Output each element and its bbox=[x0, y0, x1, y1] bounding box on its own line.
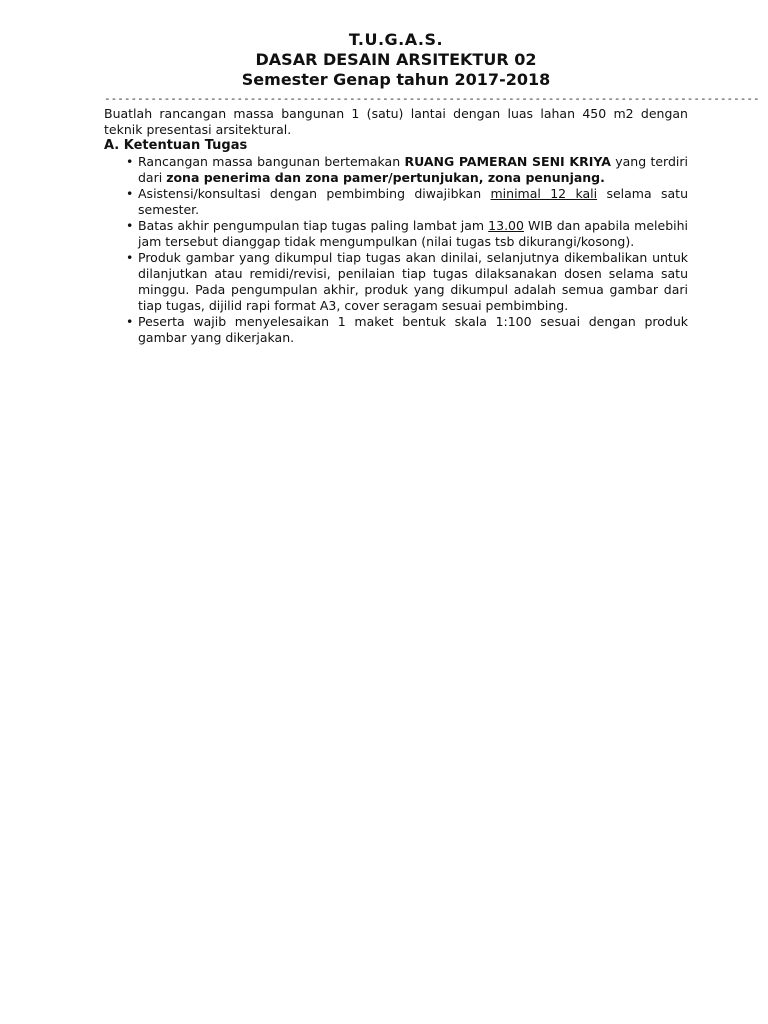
semester-subtitle: Semester Genap tahun 2017-2018 bbox=[241, 70, 551, 89]
rule1-zones: zona penerima dan zona pamer/pertunjukan, zona penunjang. bbox=[166, 170, 605, 185]
rule2-text: Asistensi/konsultasi dengan pembimbing diwajibkan bbox=[138, 186, 491, 201]
list-item bbox=[126, 218, 688, 250]
rule1-text-2: yang terdiri dari bbox=[138, 154, 688, 185]
intro-paragraph: Buatlah rancangan massa bangunan 1 (satu) lantai dengan luas lahan 450 m2 dengan teknik presentasi arsitektural. bbox=[104, 106, 688, 137]
rule3-text: Batas akhir pengumpulan tiap tugas paling lambat jam bbox=[138, 218, 489, 233]
list-item bbox=[126, 250, 688, 314]
bullet-icon: • bbox=[126, 186, 134, 201]
rule1-theme: RUANG PAMERAN SENI KRIYA bbox=[404, 154, 611, 169]
rule2-minimum: minimal 12 kali bbox=[490, 186, 598, 201]
bullet-icon: • bbox=[126, 314, 134, 329]
rule1-text: Rancangan massa bangunan bertemakan bbox=[138, 154, 405, 169]
rule3-deadline: 13.00 bbox=[488, 218, 524, 233]
dashed-divider: --------------------------------------------------------------------------------------------------- bbox=[104, 92, 760, 105]
document-title: T.U.G.A.S. bbox=[348, 30, 444, 49]
bullet-icon: • bbox=[126, 154, 134, 169]
rule5-text: Peserta wajib menyelesaikan 1 maket bentuk skala 1:100 sesuai dengan produk gambar yang dikerjakan. bbox=[138, 314, 688, 345]
section-a-heading: A. Ketentuan Tugas bbox=[104, 138, 248, 153]
list-item bbox=[126, 186, 688, 218]
bullet-icon: • bbox=[126, 250, 134, 265]
rule3-text-2: WIB dan apabila melebihi jam tersebut dianggap tidak mengumpulkan (nilai tugas tsb dikurangi/kosong). bbox=[138, 218, 688, 249]
list-item bbox=[126, 314, 688, 346]
rule4-text: Produk gambar yang dikumpul tiap tugas akan dinilai, selanjutnya dikembalikan untuk dilanjutkan atau remidi/revisi, penilaian tiap tugas dilaksanakan dosen selama satu minggu. Pada pengumpulan akhir, produk yang dikumpul adalah semua gambar dari tiap tugas, dijilid rapi format A3, cover seragam sesuai pembimbing. bbox=[138, 250, 688, 313]
rule2-text-2: selama satu semester. bbox=[138, 186, 688, 217]
document-page bbox=[104, 30, 760, 346]
bullet-icon: • bbox=[126, 218, 134, 233]
rules-list bbox=[104, 154, 688, 346]
course-title: DASAR DESAIN ARSITEKTUR 02 bbox=[255, 50, 537, 69]
list-item bbox=[126, 154, 688, 186]
